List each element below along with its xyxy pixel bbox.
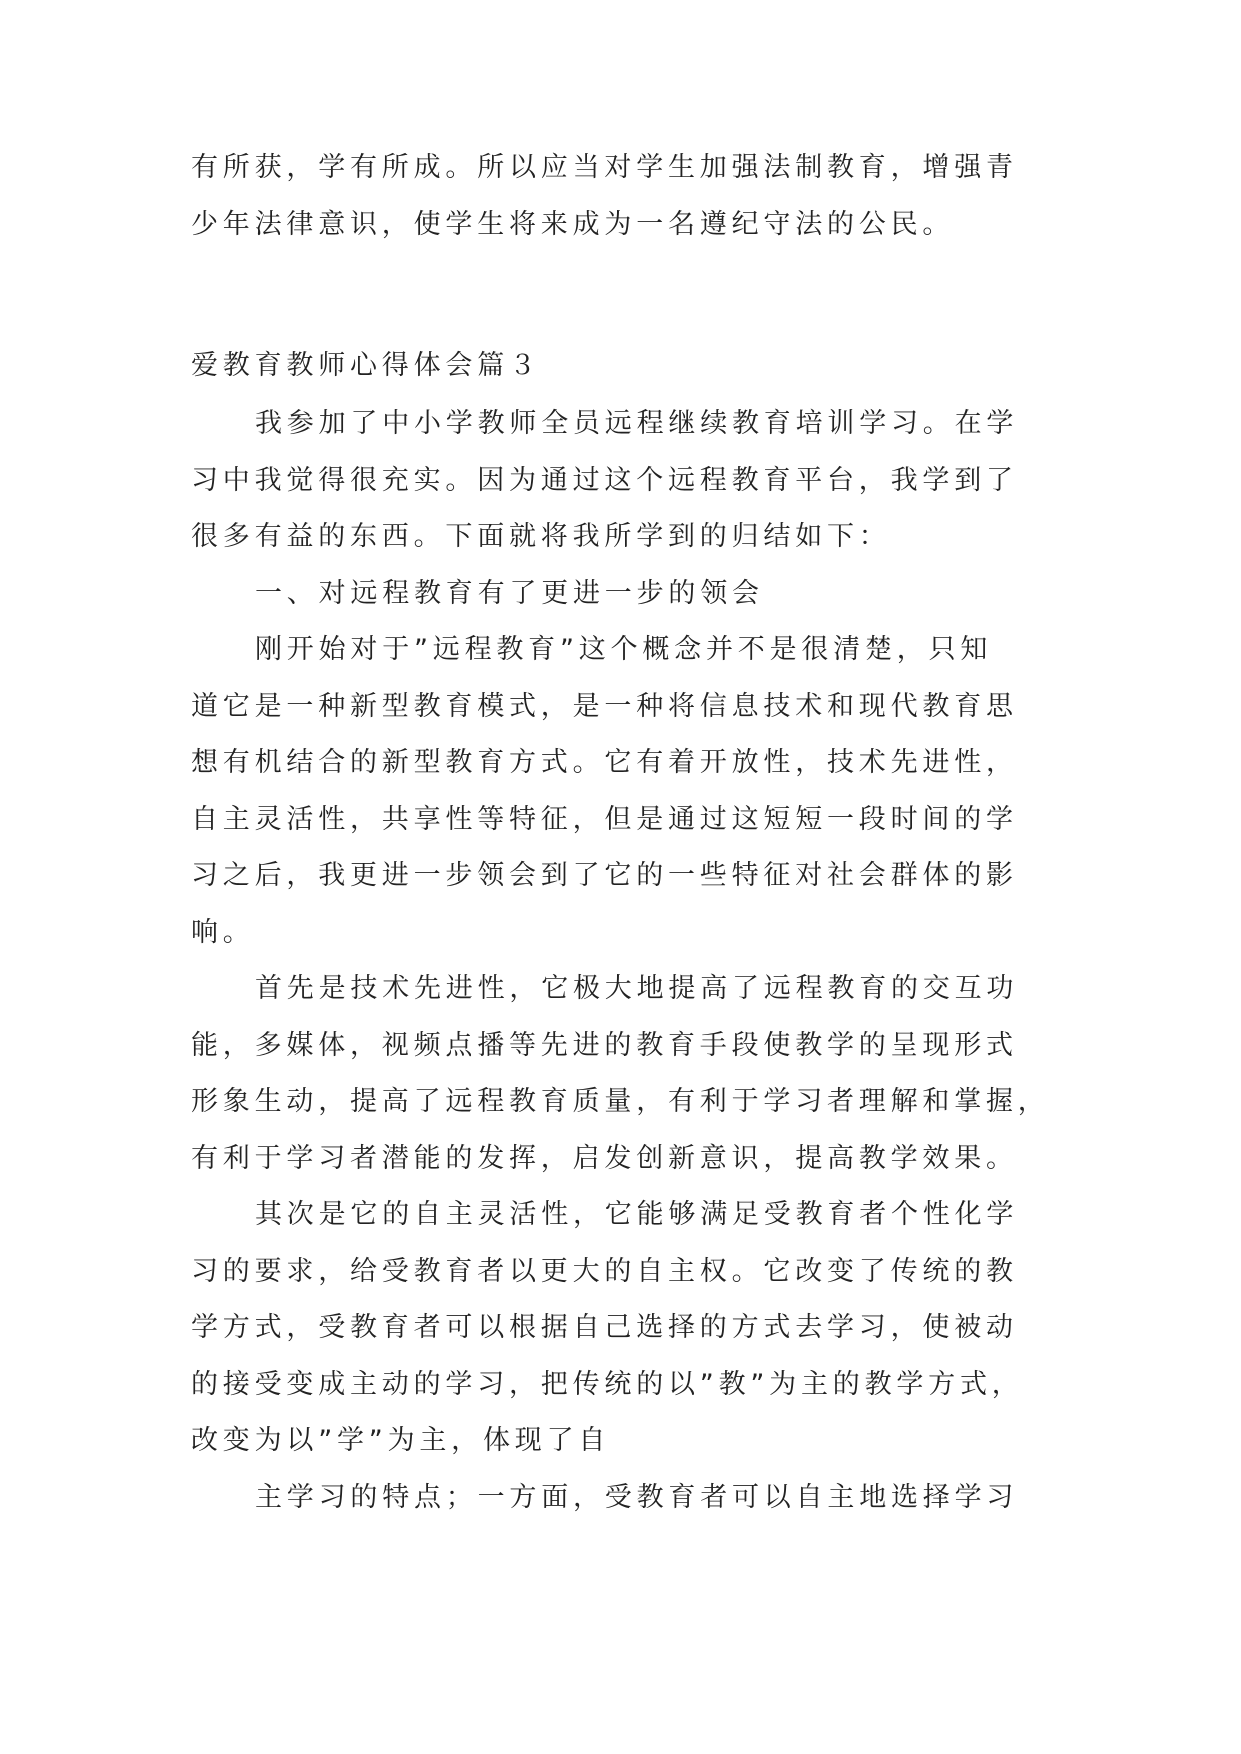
paragraph-line: 响。	[191, 916, 255, 948]
paragraph-line: 形象生动，提高了远程教育质量，有利于学习者理解和掌握，	[191, 1086, 1050, 1117]
paragraph-line: 我参加了中小学教师全员远程继续教育培训学习。在学	[255, 408, 1019, 439]
paragraph-line: 的接受变成主动的学习，把传统的以”教”为主的教学方式，	[191, 1368, 1024, 1400]
paragraph-line: 道它是一种新型教育模式，是一种将信息技术和现代教育思	[191, 690, 1018, 722]
paragraph-line: 想有机结合的新型教育方式。它有着开放性，技术先进性，	[191, 747, 1018, 778]
paragraph-line: 很多有益的东西。下面就将我所学到的归结如下：	[191, 521, 891, 552]
paragraph-line: 习之后，我更进一步领会到了它的一些特征对社会群体的影	[191, 860, 1018, 891]
paragraph-line: 主学习的特点；一方面，受教育者可以自主地选择学习	[255, 1481, 1019, 1513]
continuation-paragraph	[191, 140, 1051, 253]
paragraph-line: 学方式，受教育者可以根据自己选择的方式去学习，使被动	[191, 1312, 1018, 1343]
paragraph-line: 能，多媒体，视频点播等先进的教育手段使教学的呈现形式	[191, 1029, 1018, 1061]
paragraph-line: 首先是技术先进性，它极大地提高了远程教育的交互功	[255, 973, 1019, 1004]
paragraph-line: 少年法律意识，使学生将来成为一名遵纪守法的公民。	[191, 208, 955, 240]
paragraph-line: 习中我觉得很充实。因为通过这个远程教育平台，我学到了	[191, 464, 1018, 496]
paragraph-line: 一、对远程教育有了更进一步的领会	[255, 577, 764, 609]
paragraph-line: 有所获，学有所成。所以应当对学生加强法制教育，增强青	[191, 152, 1018, 183]
paragraph-line: 刚开始对于”远程教育”这个概念并不是很清楚，只知	[255, 634, 993, 665]
paragraph-line: 有利于学习者潜能的发挥，启发创新意识，提高教学效果。	[191, 1142, 1018, 1174]
paragraph-line: 改变为以”学”为主，体现了自	[191, 1425, 611, 1456]
section-title: 爱教育教师心得体会篇３	[191, 350, 541, 381]
paragraph-line: 习的要求，给受教育者以更大的自主权。它改变了传统的教	[191, 1255, 1018, 1287]
paragraph-line: 自主灵活性，共享性等特征，但是通过这短短一段时间的学	[191, 803, 1018, 835]
section-body	[191, 396, 1051, 1526]
paragraph-line: 其次是它的自主灵活性，它能够满足受教育者个性化学	[255, 1199, 1019, 1230]
